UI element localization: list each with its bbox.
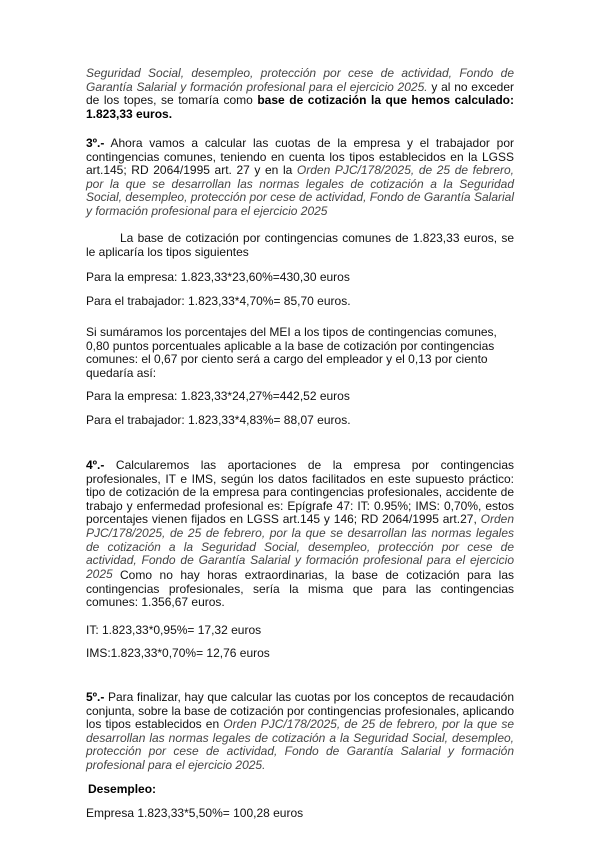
ims-line: IMS:1.823,33*0,70%= 12,76 euros [86, 646, 270, 660]
paragraph-4-italic: Orden PJC/178/2025, de 25 de febrero, por la que se desarrollan las normas legales de cotización a la Seguridad Social, desempleo, protección por cese de actividad, Fondo de Garantía Salarial y formación profesional para el ejercicio 2025 [86, 512, 514, 581]
paragraph-5 [86, 691, 514, 773]
paragraph-5-text: Para finalizar, hay que calcular las cuotas por los conceptos de recaudación conjunta, sobre la base de cotización por contingencias profesionales, aplicando los tipos establecidos en [86, 690, 514, 732]
paragraph-base-cotizacion-italic: Seguridad Social, desempleo, protección por cese de actividad, Fondo de Garantía Salarial y formación profesional para el ejercicio 2025. [86, 66, 514, 94]
paragraph-4 [86, 459, 514, 581]
it-line: IT: 1.823,33*0,95%= 17,32 euros [86, 623, 262, 637]
paragraph-4-text: Calcularemos las aportaciones de la empresa por contingencias profesionales, IT e IMS, según los datos facilitados en este supuesto práctico: tipo de cotización de la empresa para contingencias profesionales, accidente de trabajo y enfermedad profesional es: Epígrafe 47: IT: 0.95%; IMS: 0,70%, estos porcentajes vienen fijados en LGSS art.145 y 146; RD 2064/1995 art.27, [86, 458, 514, 527]
paragraph-base-cotizacion-text: y al no exceder de los topes, se tomaría como [86, 79, 514, 108]
paragraph-base-cotizacion [86, 67, 514, 121]
cc-trabajador-line: Para el trabajador: 1.823,33*4,70%= 85,70 euros. [86, 294, 351, 308]
desempleo-empresa-line: Empresa 1.823,33*5,50%= 100,28 euros [86, 806, 304, 820]
desempleo-heading: Desempleo: [88, 782, 157, 796]
paragraph-3-italic: Orden PJC/178/2025, de 25 de febrero, por la que se desarrollan las normas legales de cotización a la Seguridad Social, desempleo, protección por cese de actividad, Fondo de Garantía Salarial y formación profesional para el ejercicio 2025 [86, 163, 515, 218]
mei-trabajador-line: Para el trabajador: 1.823,33*4,83%= 88,07 euros. [86, 413, 351, 427]
paragraph-3 [86, 137, 514, 219]
paragraph-4b: Como no hay horas extraordinarias, la base de cotización para las contingencias profesionales, sería la misma que para las contingencias comunes: 1.356,67 euros. [86, 568, 514, 610]
paragraph-mei: Si sumáramos los porcentajes del MEI a los tipos de contingencias comunes, 0,80 puntos porcentuales aplicable a la base de cotización por contingencias comunes: el 0,67 por ciento será a cargo del empleador y el 0,13 por ciento quedaría así: [86, 325, 497, 380]
paragraph-3-text: Ahora vamos a calcular las cuotas de la empresa y el trabajador por contingencias comunes, teniendo en cuenta los tipos establecidos en la LGSS art.145; RD 2064/1995 art. 27 y en la [86, 136, 514, 178]
paragraph-base-comunes: La base de cotización por contingencias comunes de 1.823,33 euros, se le aplicaría los tipos siguientes [86, 231, 514, 259]
paragraph-5-number: 5º.- [86, 690, 105, 704]
paragraph-base-cotizacion-bold: base de cotización la que hemos calculado: 1.823,33 euros. [86, 93, 514, 121]
paragraph-4-number: 4º.- [86, 458, 105, 472]
paragraph-5-italic: Orden PJC/178/2025, de 25 de febrero, por la que se desarrollan las normas legales de cotización a la Seguridad Social, desempleo, protección por cese de actividad, Fondo de Garantía Salarial y formación profesional para el ejercicio 2025. [86, 717, 514, 772]
mei-empresa-line: Para la empresa: 1.823,33*24,27%=442,52 euros [86, 389, 350, 403]
cc-empresa-line: Para la empresa: 1.823,33*23,60%=430,30 euros [86, 270, 350, 284]
paragraph-3-number: 3º.- [86, 136, 105, 150]
